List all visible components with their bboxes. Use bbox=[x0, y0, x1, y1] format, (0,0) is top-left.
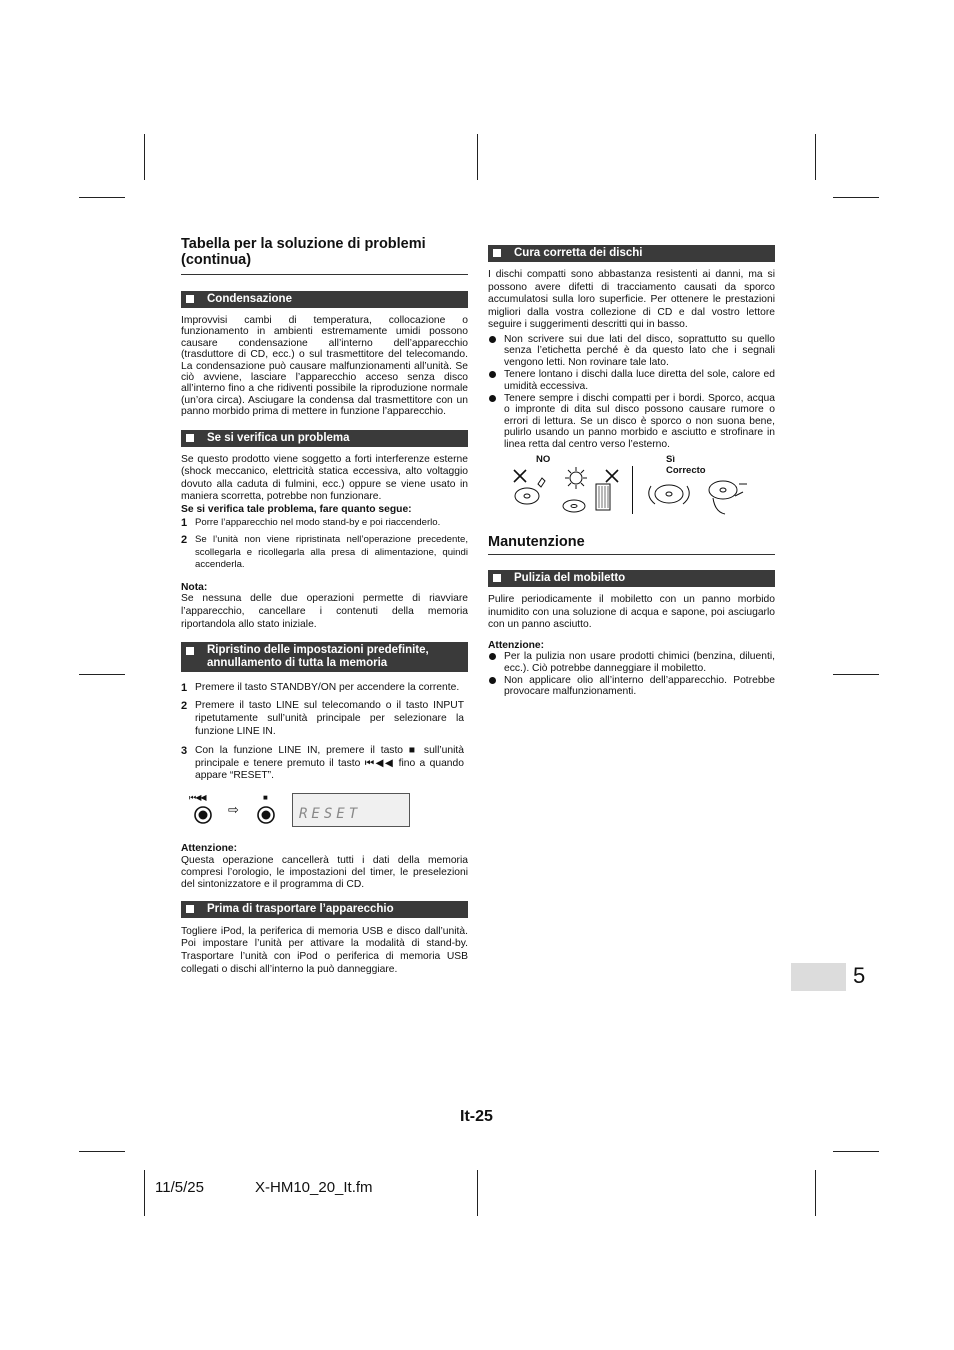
crop-mark bbox=[833, 197, 879, 198]
discs-bullets bbox=[488, 334, 775, 450]
section-heading-cabinet: Pulizia del mobiletto bbox=[488, 570, 775, 587]
discs-text: I dischi compatti sono abbastanza resistenti ai danni, ma si possono avere difetti di tracciamento causati da sporco accumulatosi sulla loro superficie. Per ottenere le prestazioni migliori dalla vostra collezione di CD e dal vostro lettore seguire i suggerimenti descritti qui in basso. bbox=[488, 269, 775, 331]
cabinet-caution-label: Attenzione: bbox=[488, 639, 545, 651]
right-column bbox=[488, 245, 775, 699]
section-heading-discs: Cura corretta dei dischi bbox=[488, 245, 775, 262]
footer-filename: X-HM10_20_It.fm bbox=[255, 1179, 373, 1196]
list-item: 2 Premere il tasto LINE sul telecomando o il tasto INPUT ripetutamente sull’unità principale per selezionare la funzione LINE IN. bbox=[181, 700, 464, 737]
list-item: 3 Con la funzione LINE IN, premere il tasto ■ sull’unità principale e tenere premuto il tasto ⏮◀◀ fino a quando appare “RESET”. bbox=[181, 744, 464, 782]
problem-text: Se questo prodotto viene soggetto a forti interferenze esterne (shock meccanico, elettricità statica eccessiva, alto voltaggio dovuto alla caduta di fulmini, ecc.) oppure se viene usato in maniera scorretta, potrebbe non funzionare. bbox=[181, 453, 468, 503]
disc-wrong-handling-icon bbox=[510, 466, 640, 516]
arrow-right-icon: ⇨ bbox=[228, 802, 239, 818]
skip-back-key-label: ⏮◀◀ bbox=[189, 793, 206, 803]
crop-mark bbox=[833, 1151, 879, 1152]
list-item: Non scrivere sui due lati del disco, soprattutto su quello senza l’etichetta perché è da questo lato che i segnali vengono letti. Non rovinare tale lato. bbox=[488, 334, 775, 368]
note-label: Nota: bbox=[181, 581, 208, 593]
crop-mark bbox=[833, 674, 879, 675]
problem-subheading: Se si verifica tale problema, fare quanto segue: bbox=[181, 504, 412, 516]
crop-mark bbox=[815, 1170, 816, 1216]
skip-back-key-icon bbox=[194, 806, 212, 824]
list-item: 1 Premere il tasto STANDBY/ON per accendere la corrente. bbox=[181, 681, 460, 694]
crop-mark bbox=[815, 134, 816, 180]
maintenance-title: Manutenzione bbox=[488, 534, 775, 555]
crop-mark bbox=[79, 1151, 125, 1152]
display-text: RESET bbox=[299, 806, 362, 823]
stop-key-label: ■ bbox=[263, 793, 268, 803]
figure-label-no: NO bbox=[536, 454, 551, 466]
crop-mark bbox=[477, 1170, 478, 1216]
chapter-number: 5 bbox=[853, 963, 866, 988]
list-item: 1 Porre l’apparecchio nel modo stand-by e poi riaccenderlo. bbox=[181, 517, 441, 530]
transport-text: Togliere iPod, la periferica di memoria USB e disco dall’unità. Poi impostare l’unità per attivare la modalità di stand-by. Trasportare l’unità con iPod o periferica di memoria USB collegati o dischi all’interno la può danneggiare. bbox=[181, 925, 468, 975]
figure-label-correct: Correcto bbox=[666, 465, 706, 477]
section-heading-transport: Prima di trasportare l’apparecchio bbox=[181, 901, 468, 918]
reset-steps bbox=[181, 682, 468, 784]
divider bbox=[632, 466, 633, 514]
crop-mark bbox=[144, 134, 145, 180]
crop-mark bbox=[477, 134, 478, 180]
caution-label: Attenzione: bbox=[181, 843, 238, 855]
section-heading-condensation: Condensazione bbox=[181, 291, 468, 308]
disc-correct-handling-icon bbox=[643, 476, 753, 518]
reset-display bbox=[292, 793, 410, 827]
figure-label-yes: Sì bbox=[666, 454, 675, 466]
note-text: Se nessuna delle due operazioni permette di riavviare l’apparecchio, cancellare i contenuti della memoria riportandola allo stato iniziale. bbox=[181, 593, 468, 630]
list-item: 2 Se l’unità non viene ripristinata nell’operazione precedente, scollegarla e ricollegarla alla presa di alimentazione, quindi accenderla. bbox=[181, 534, 468, 571]
cabinet-text: Pulire periodicamente il mobiletto con un panno morbido inumidito con una soluzione di acqua e sapone, poi asciugarlo con un panno asciutto. bbox=[488, 594, 775, 631]
problem-steps bbox=[181, 517, 468, 571]
list-item: Tenere sempre i dischi compatti per i bordi. Sporco, acqua o impronte di dita sul disco possono causare rumore o errori di lettura. Se un disco è sporco o non suona bene, pulirlo usando un panno morbido e asciutto e strofinare in linea retta dal centro verso l’esterno. bbox=[488, 393, 775, 450]
list-item: Tenere lontano i dischi dalla luce diretta del sole, calore ed umidità eccessiva. bbox=[488, 369, 775, 392]
reset-illustration bbox=[181, 793, 468, 841]
left-column bbox=[181, 236, 468, 976]
crop-mark bbox=[144, 1170, 145, 1216]
condensation-text: Improvvisi cambi di temperatura, collocazione o funzionamento in ambienti estremamente umidi possono causare condensazione all’interno dell’apparecchio (trasduttore di CD, ecc.) o sul trasmettitore del telecomando. La condensazione può causare malfunzionamenti all’unità. Se ciò avviene, lasciare l’apparecchio acceso senza disco all’interno fino a che ridiventi possibile la riproduzione normale (un’ora circa). Asciugare la condensa dal trasmettitore con un panno morbido prima di mettere in funzione l’apparecchio. bbox=[181, 315, 468, 418]
disc-care-illustration bbox=[488, 454, 775, 518]
section-heading-reset: Ripristino delle impostazioni predefinite, annullamento di tutta la memoria bbox=[181, 642, 468, 672]
crop-mark bbox=[79, 197, 125, 198]
crop-mark bbox=[79, 674, 125, 675]
page-title: Tabella per la soluzione di problemi (continua) bbox=[181, 236, 468, 275]
list-item: Per la pulizia non usare prodotti chimici (benzina, diluenti, ecc.). Ciò potrebbe danneggiare il mobiletto. bbox=[488, 651, 775, 674]
chapter-tab bbox=[791, 963, 846, 991]
section-heading-problem: Se si verifica un problema bbox=[181, 430, 468, 447]
stop-key-icon bbox=[257, 806, 275, 824]
caution-text: Questa operazione cancellerà tutti i dati della memoria compresi l’orologio, le impostazioni del timer, le preselezioni del sintonizzatore e il programma di CD. bbox=[181, 854, 468, 891]
page-number: It-25 bbox=[460, 1108, 493, 1125]
list-item: Non applicare olio all’interno dell’apparecchio. Potrebbe provocare malfunzionamenti. bbox=[488, 675, 775, 698]
footer-date: 11/5/25 bbox=[155, 1179, 204, 1196]
cabinet-bullets bbox=[488, 651, 775, 698]
